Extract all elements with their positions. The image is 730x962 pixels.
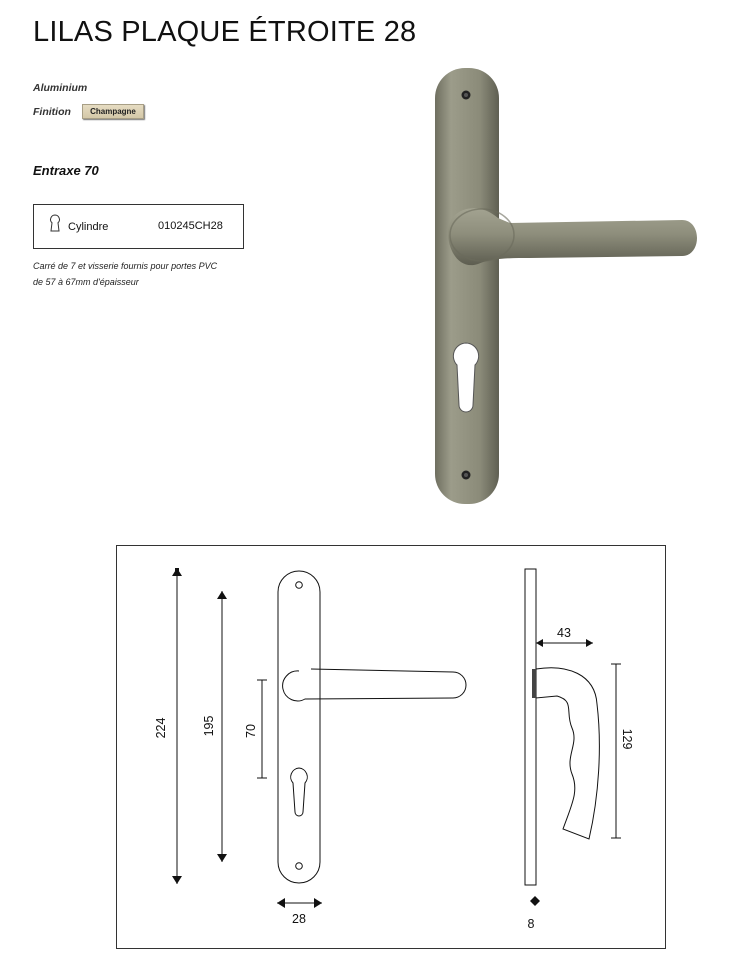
product-photo [420, 60, 710, 510]
drawing-plate-side [525, 569, 536, 885]
reference-label: Cylindre [68, 221, 109, 233]
cylinder-keyhole-icon [49, 214, 61, 232]
note-line-1: Carré de 7 et visserie fournis pour portes PVC [33, 261, 218, 271]
material-label: Aluminium [33, 82, 88, 94]
dim-entraxe: 70 [244, 724, 258, 738]
finish-label: Finition [33, 106, 71, 118]
dim-plate-thickness: 8 [527, 917, 535, 931]
dim-screw-spacing: 195 [202, 715, 216, 737]
drawing-lever-front [283, 669, 466, 701]
plate [435, 68, 499, 504]
dim-handle-length: 129 [620, 728, 634, 750]
finish-swatch: Champagne [82, 104, 144, 119]
dim-handle-projection: 43 [557, 626, 571, 640]
technical-drawing-svg [117, 546, 665, 948]
drawing-plate-front [278, 571, 320, 883]
entraxe-label: Entraxe 70 [33, 163, 99, 178]
lever-handle [448, 208, 697, 265]
dim-total-height: 224 [154, 717, 168, 739]
reference-box [33, 204, 244, 249]
reference-code: 010245CH28 [158, 220, 223, 232]
dim-plate-width: 28 [292, 912, 306, 926]
drawing-cylinder-cutout [291, 768, 308, 816]
product-title: LILAS PLAQUE ÉTROITE 28 [33, 16, 417, 48]
product-note [33, 258, 248, 290]
note-line-2: de 57 à 67mm d'épaisseur [33, 277, 139, 287]
technical-drawing [116, 545, 666, 949]
drawing-lever-side [536, 668, 599, 839]
